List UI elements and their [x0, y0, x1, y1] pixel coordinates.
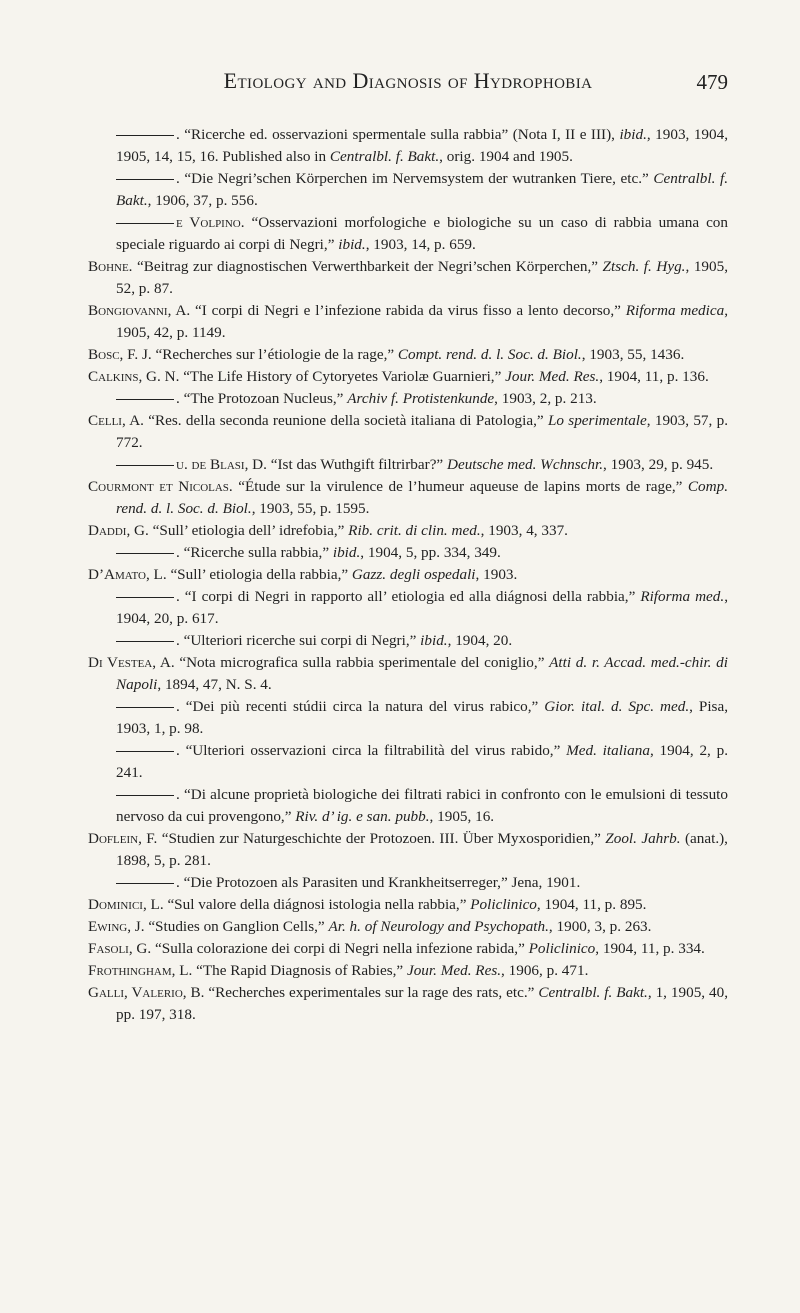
reference-journal: Riforma med. [640, 588, 725, 605]
reference-entry [88, 300, 728, 344]
reference-entry [88, 564, 728, 586]
reference-text: , 1904, 11, p. 895. [536, 896, 647, 913]
reference-text: , Pisa, 1903, 1, p. 98. [116, 698, 729, 737]
reference-list [88, 124, 728, 1026]
reference-text: . “Ricerche ed. osservazioni spermentale sulla rabbia” (Nota I, II e III), [176, 126, 620, 143]
reference-journal: Ar. h. of Neurology and Psychopath. [328, 918, 549, 935]
reference-text: , 1903, 55, p. 1595. [251, 500, 370, 517]
reference-author: Calkins, G. N. [88, 368, 180, 385]
ditto-dash [116, 883, 174, 884]
ditto-dash [116, 399, 174, 400]
ditto-dash [116, 223, 174, 224]
reference-entry [88, 586, 728, 630]
ditto-dash [116, 641, 174, 642]
reference-entry [88, 212, 728, 256]
reference-entry [88, 344, 728, 366]
reference-entry [88, 740, 728, 784]
reference-entry [88, 784, 728, 828]
reference-text: . “Ulteriori osservazioni circa la filtrabilità del virus rabido,” [176, 742, 567, 759]
reference-text: . “The Protozoan Nucleus,” [176, 390, 348, 407]
ditto-dash [116, 179, 174, 180]
reference-entry [88, 256, 728, 300]
reference-journal: Policlinico [470, 896, 537, 913]
reference-text: , 1904, 20, p. 617. [116, 588, 728, 627]
reference-text: , 1903, 29, p. 945. [603, 456, 714, 473]
reference-journal: Lo sperimentale [547, 412, 647, 429]
reference-text: “Res. della seconda reunione della società italiana di Patologia,” [143, 412, 548, 429]
ditto-dash [116, 597, 174, 598]
reference-text: . “Die Protozoen als Parasiten und Krankheitserreger,” Jena, 1901. [176, 874, 581, 891]
reference-text: , 1904, 20. [447, 632, 513, 649]
reference-entry [88, 894, 728, 916]
reference-text: “Ist das Wuthgift filtrirbar?” [266, 456, 447, 473]
reference-author: Celli, A. [88, 412, 144, 429]
reference-journal: ibid. [338, 236, 366, 253]
ditto-dash [116, 135, 174, 136]
reference-text: “Sul valore della diágnosi istologia nella rabbia,” [163, 896, 471, 913]
reference-journal: ibid. [619, 126, 647, 143]
reference-entry [88, 366, 728, 388]
reference-text: “I corpi di Negri e l’infezione rabida da virus fisso a lento decorso,” [190, 302, 626, 319]
reference-journal: Archiv f. Protistenkunde [347, 390, 495, 407]
reference-author: Courmont et Nicolas. [88, 478, 233, 495]
reference-text: , 1900, 3, p. 263. [548, 918, 652, 935]
reference-text: , 1903, 55, 1436. [581, 346, 685, 363]
page-number: 479 [696, 70, 728, 94]
reference-text: “Nota micrografica sulla rabbia sperimentale del coniglio,” [174, 654, 550, 671]
ditto-dash [116, 553, 174, 554]
reference-entry [88, 542, 728, 564]
reference-author: Galli, Valerio, B. [88, 984, 205, 1001]
reference-journal: Riforma medica [625, 302, 725, 319]
reference-entry [88, 454, 728, 476]
reference-text: , 1, 1905, 40, pp. 197, 318. [116, 984, 728, 1023]
reference-journal: Centralbl. f. Bakt. [116, 170, 728, 209]
reference-text: (anat.), 1898, 5, p. 281. [116, 830, 728, 869]
reference-entry [88, 124, 728, 168]
reference-journal: Jour. Med. Res. [406, 962, 502, 979]
reference-text: , 1905, 52, p. 87. [116, 258, 729, 297]
reference-journal: Centralbl. f. Bakt. [538, 984, 648, 1001]
reference-entry [88, 168, 728, 212]
reference-journal: Jour. Med. Res. [505, 368, 600, 385]
reference-text: , 1905, 16. [429, 808, 495, 825]
reference-author: Doflein, F. [88, 830, 158, 847]
reference-author: Dominici, L. [88, 896, 164, 913]
reference-text: , 1906, 37, p. 556. [147, 192, 258, 209]
reference-text: “Osservazioni morfologiche e biologiche su un caso di rabbia umana con speciale riguardo ai corpi di Negri,” [116, 214, 728, 253]
reference-author: e Volpino. [176, 214, 245, 231]
reference-author: Bohne. [88, 258, 133, 275]
reference-text: , orig. 1904 and 1905. [439, 148, 573, 165]
reference-journal: Centralbl. f. Bakt. [329, 148, 440, 165]
reference-text: “Sulla colorazione dei corpi di Negri nella infezione rabida,” [151, 940, 529, 957]
reference-entry [88, 652, 728, 696]
reference-text: , 1903. [475, 566, 518, 583]
reference-text: , 1903, 4, 337. [480, 522, 568, 539]
reference-author: Bosc, F. J. [88, 346, 152, 363]
reference-author: Daddi, G. [88, 522, 149, 539]
reference-text: , 1904, 11, p. 136. [599, 368, 709, 385]
reference-author: D’Amato, L. [88, 566, 167, 583]
reference-entry [88, 630, 728, 652]
reference-entry [88, 410, 728, 454]
reference-author: u. de Blasi, D. [176, 456, 267, 473]
reference-text: “Recherches sur l’étiologie de la rage,” [151, 346, 398, 363]
reference-journal: Riv. d’ ig. e san. pubb. [295, 808, 430, 825]
reference-text: , 1905, 42, p. 1149. [116, 302, 729, 341]
reference-journal: Gior. ital. d. Spc. med. [544, 698, 690, 715]
reference-entry [88, 520, 728, 542]
reference-text: , 1904, 2, p. 241. [116, 742, 728, 781]
reference-entry [88, 938, 728, 960]
reference-author: Bongiovanni, A. [88, 302, 191, 319]
reference-text: , 1894, 47, N. S. 4. [157, 676, 272, 693]
reference-text: , 1903, 1904, 1905, 14, 15, 16. Published also in [116, 126, 728, 165]
reference-entry [88, 696, 728, 740]
reference-text: “Étude sur la virulence de l’humeur aqueuse de lapins morts de rage,” [232, 478, 688, 495]
reference-text: “Sull’ etiologia della rabbia,” [166, 566, 352, 583]
reference-journal: Atti d. r. Accad. med.-chir. di Napoli [116, 654, 728, 693]
reference-text: . “Die Negri’schen Körperchen im Nervemsystem der wutranken Tiere, etc.” [176, 170, 654, 187]
reference-journal: Comp. rend. d. l. Soc. d. Biol. [116, 478, 729, 517]
running-title: Etiology and Diagnosis of Hydrophobia [223, 68, 593, 93]
reference-entry [88, 960, 728, 982]
reference-text: “The Life History of Cytoryetes Variolæ Guarnieri,” [179, 368, 506, 385]
reference-text: . “I corpi di Negri in rapporto all’ etiologia ed alla diágnosi della rabbia,” [176, 588, 641, 605]
reference-text: “Beitrag zur diagnostischen Verwerthbarkeit der Negri’schen Körperchen,” [132, 258, 603, 275]
reference-journal: ibid. [420, 632, 448, 649]
reference-entry [88, 982, 728, 1026]
reference-author: Ewing, J. [88, 918, 145, 935]
ditto-dash [116, 465, 174, 466]
reference-entry [88, 872, 728, 894]
reference-author: Di Vestea, A. [88, 654, 175, 671]
reference-entry [88, 476, 728, 520]
reference-author: Fasoli, G. [88, 940, 152, 957]
reference-text: , 1904, 5, pp. 334, 349. [360, 544, 501, 561]
reference-journal: Policlinico [528, 940, 596, 957]
reference-text: . “Ricerche sulla rabbia,” [176, 544, 333, 561]
reference-entry [88, 916, 728, 938]
ditto-dash [116, 795, 174, 796]
page-header [88, 68, 728, 104]
reference-text: “Sull’ etiologia dell’ idrefobia,” [148, 522, 349, 539]
reference-journal: Gazz. degli ospedali [351, 566, 476, 583]
reference-journal: Deutsche med. Wchnschr. [446, 456, 604, 473]
reference-entry [88, 388, 728, 410]
reference-text: . “Ulteriori ricerche sui corpi di Negri,” [176, 632, 421, 649]
reference-journal: Rib. crit. di clin. med. [348, 522, 481, 539]
reference-text: “Studies on Ganglion Cells,” [144, 918, 329, 935]
reference-journal: ibid. [332, 544, 361, 561]
reference-text: , 1903, 2, p. 213. [494, 390, 597, 407]
ditto-dash [116, 751, 174, 752]
reference-text: . “Dei più recenti stúdii circa la natura del virus rabico,” [176, 698, 545, 715]
reference-journal: Ztsch. f. Hyg. [602, 258, 686, 275]
reference-entry [88, 828, 728, 872]
reference-text: , 1904, 11, p. 334. [595, 940, 705, 957]
reference-text: , 1906, p. 471. [501, 962, 589, 979]
reference-text: “Studien zur Naturgeschichte der Protozoen. III. Über Myxosporidien,” [157, 830, 606, 847]
reference-text: “The Rapid Diagnosis of Rabies,” [192, 962, 407, 979]
reference-text: , 1903, 57, p. 772. [116, 412, 728, 451]
ditto-dash [116, 707, 174, 708]
reference-journal: Med. italiana [566, 742, 650, 759]
reference-text: “Recherches experimentales sur la rage des rats, etc.” [204, 984, 539, 1001]
reference-journal: Compt. rend. d. l. Soc. d. Biol. [397, 346, 582, 363]
reference-author: Frothingham, L. [88, 962, 193, 979]
reference-text: . “Di alcune proprietà biologiche dei filtrati rabici in confronto con le emulsioni di tessuto nervoso da cui provengono,” [116, 786, 728, 825]
reference-journal: Zool. Jahrb. [605, 830, 681, 847]
reference-text: , 1903, 14, p. 659. [365, 236, 476, 253]
